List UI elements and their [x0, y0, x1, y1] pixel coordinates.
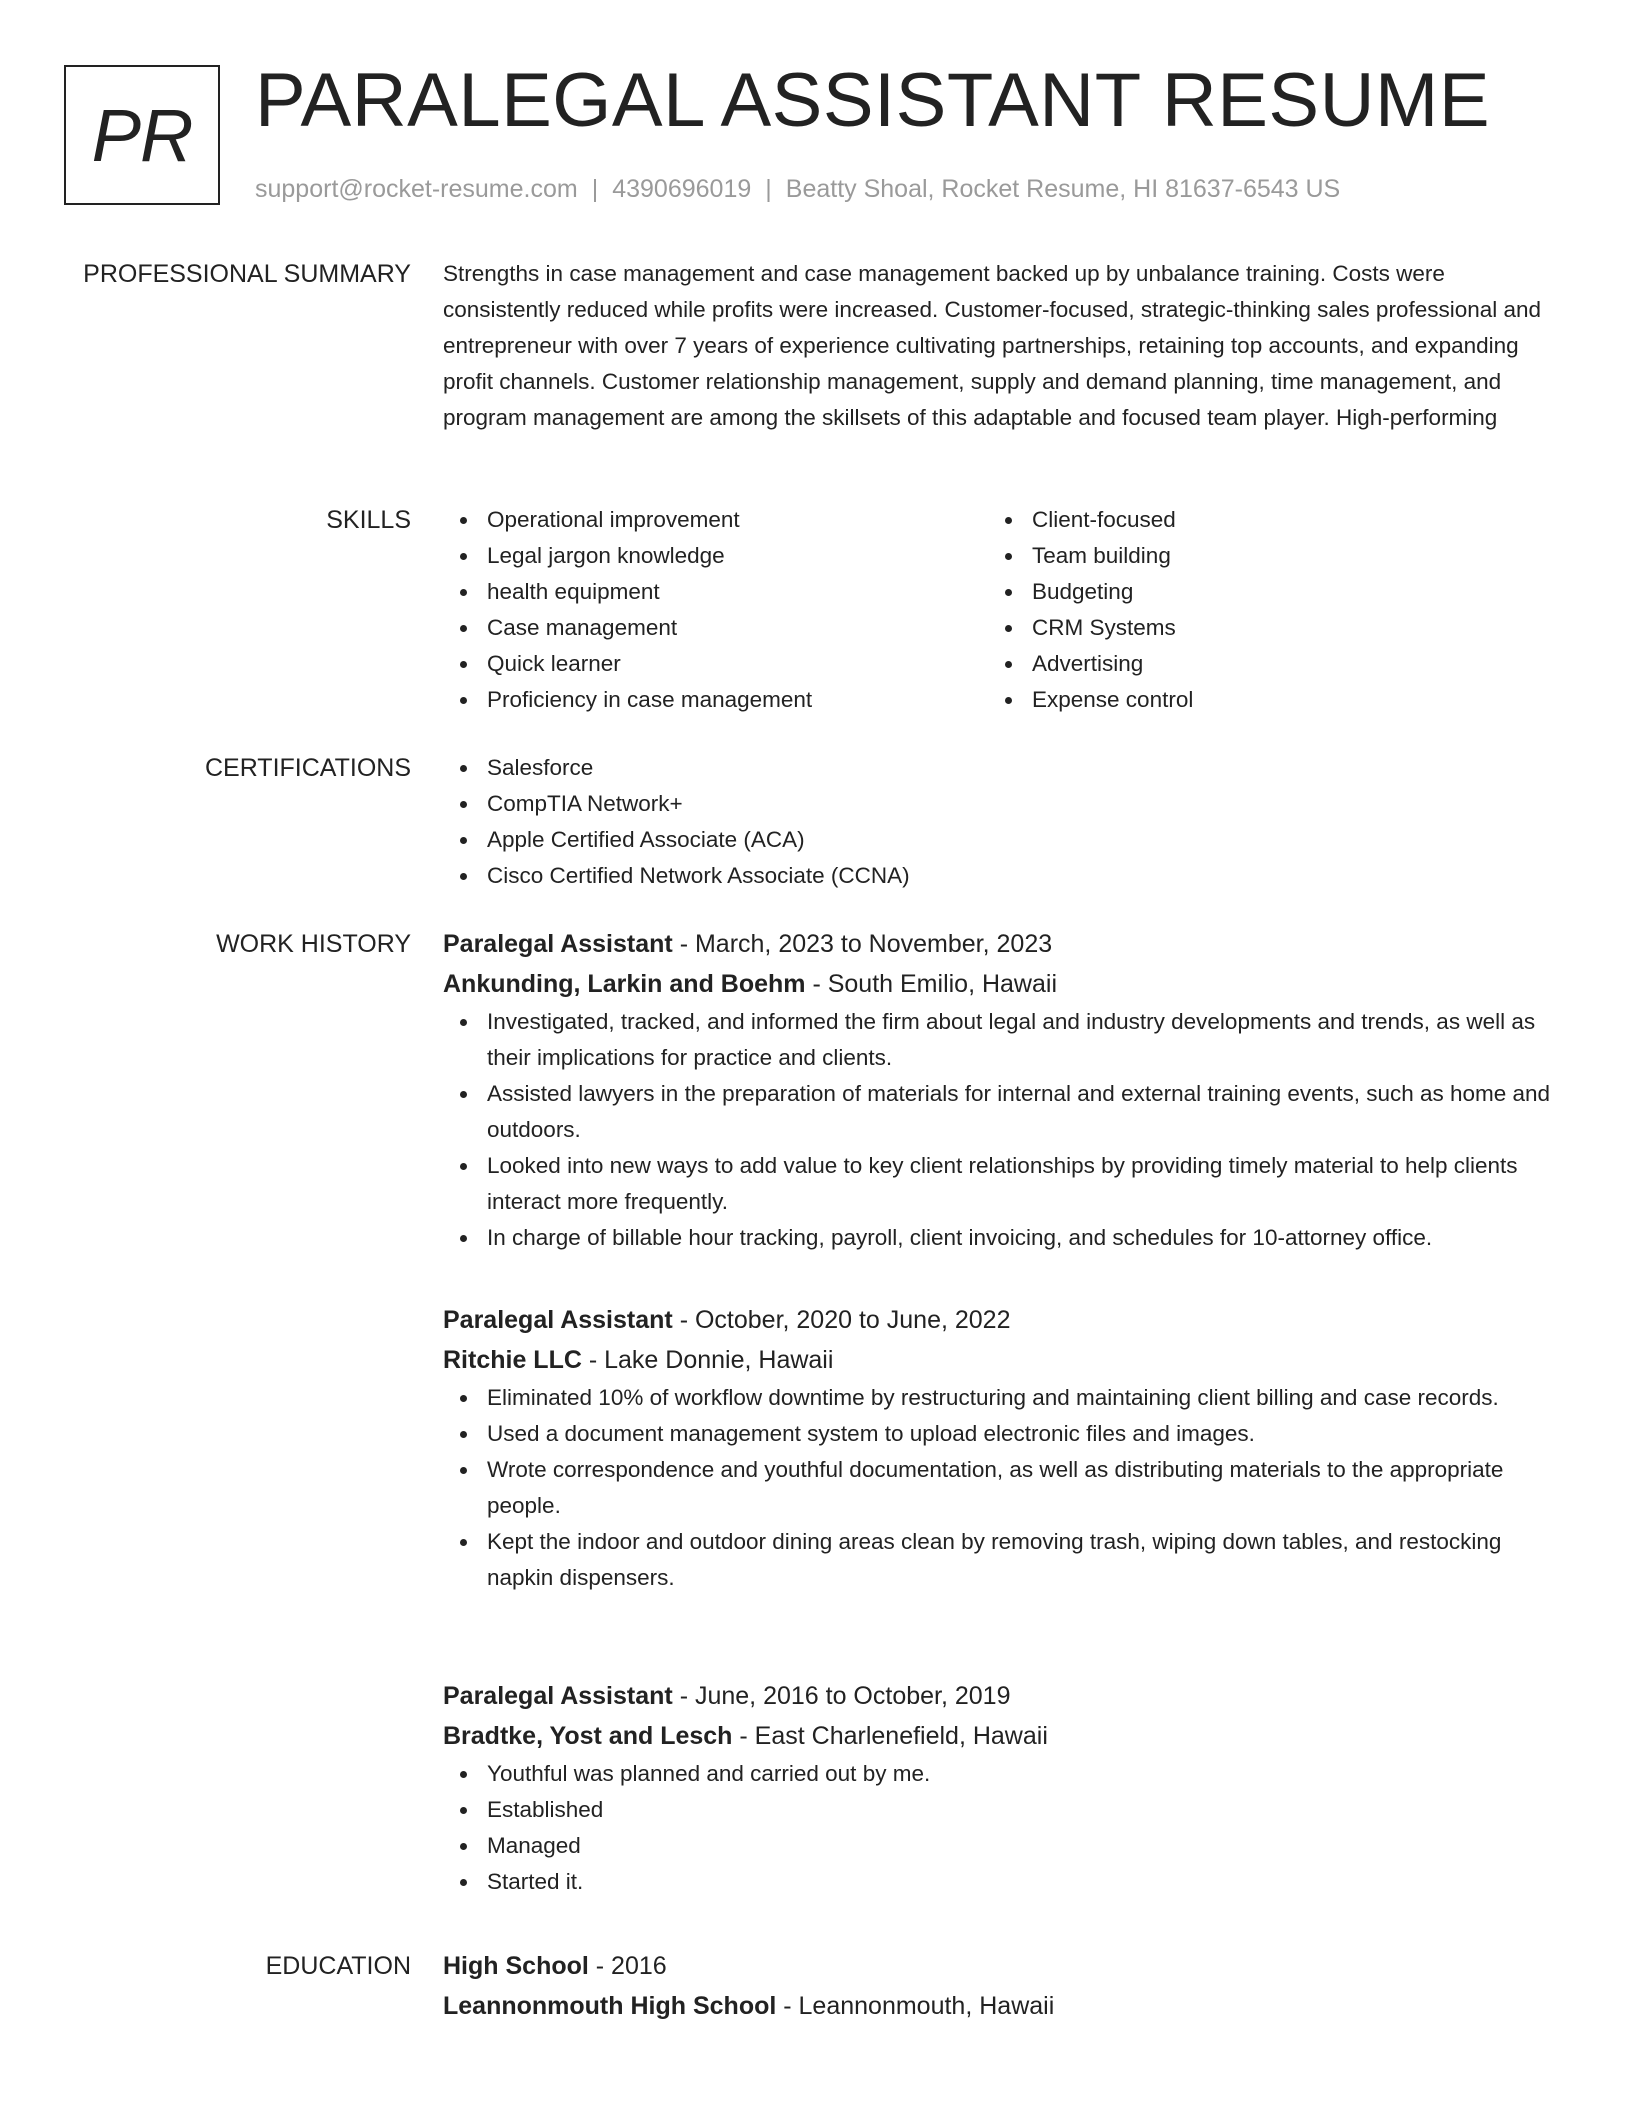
certification-item: Salesforce: [443, 750, 1558, 786]
job-dates: - June, 2016 to October, 2019: [672, 1682, 1011, 1710]
contact-phone: 4390696019: [612, 175, 752, 203]
contact-address: Beatty Shoal, Rocket Resume, HI 81637-6543 US: [785, 175, 1341, 203]
job-bullets: [443, 1380, 1558, 1596]
contact-separator: |: [765, 175, 772, 203]
job-bullet: Wrote correspondence and youthful documentation, as well as distributing materials to the appropriate people.: [443, 1452, 1558, 1524]
job-bullet: Managed: [443, 1828, 1558, 1864]
skill-item: Quick learner: [443, 646, 988, 682]
section-label-certifications: CERTIFICATIONS: [204, 754, 411, 782]
skill-item: Legal jargon knowledge: [443, 538, 988, 574]
job-bullet: Started it.: [443, 1864, 1558, 1900]
monogram-badge: PR: [64, 65, 220, 205]
skill-item: Expense control: [988, 682, 1533, 718]
job-bullet: Assisted lawyers in the preparation of materials for internal and external training events, such as home and outdoors.: [443, 1076, 1558, 1148]
section-label-skills: SKILLS: [326, 506, 411, 534]
job-location: - Lake Donnie, Hawaii: [581, 1346, 834, 1374]
job-company-line: [443, 1340, 1558, 1380]
job-title-line: [443, 1300, 1558, 1340]
education-location: - Leannonmouth, Hawaii: [776, 1992, 1055, 2020]
education-school-line: [443, 1986, 1558, 2026]
skills-body: [443, 502, 1558, 718]
skills-list-right: [988, 502, 1533, 718]
skill-item: Proficiency in case management: [443, 682, 988, 718]
skill-item: Budgeting: [988, 574, 1533, 610]
certification-item: Cisco Certified Network Associate (CCNA): [443, 858, 1558, 894]
contact-email: support@rocket-resume.com: [255, 175, 578, 203]
summary-text: Strengths in case management and case management backed up by unbalance training. Costs were consistently reduced while profits were increased. Customer-focused, strategic-thinking sales professional and entrepreneur with over 7 years of experience cultivating partnerships, retaining top accounts, and expanding profit channels. Customer relationship management, supply and demand planning, time management, and program management are among the skillsets of this adaptable and focused team player. High-performing: [443, 261, 1542, 430]
education-body: [443, 1946, 1558, 2026]
summary-body: [443, 256, 1558, 436]
job-role: Paralegal Assistant: [443, 930, 673, 958]
job-bullets: [443, 1004, 1558, 1256]
education-degree-line: [443, 1946, 1558, 1986]
job-company: Bradtke, Yost and Lesch: [443, 1722, 733, 1750]
education-degree: High School: [443, 1952, 589, 1980]
job-entry: [443, 924, 1558, 1256]
skills-list-left: [443, 502, 988, 718]
job-location: - South Emilio, Hawaii: [805, 970, 1057, 998]
contact-line: [255, 173, 1340, 205]
skill-item: Client-focused: [988, 502, 1533, 538]
job-company: Ritchie LLC: [443, 1346, 582, 1374]
section-label-work-history: WORK HISTORY: [216, 930, 411, 958]
job-entry: [443, 1300, 1558, 1596]
job-title-line: [443, 924, 1558, 964]
job-dates: - October, 2020 to June, 2022: [672, 1306, 1011, 1334]
skill-item: health equipment: [443, 574, 988, 610]
job-bullet: Youthful was planned and carried out by me.: [443, 1756, 1558, 1792]
job-bullet: Looked into new ways to add value to key client relationships by providing timely material to help clients interact more frequently.: [443, 1148, 1558, 1220]
job-bullet: In charge of billable hour tracking, payroll, client invoicing, and schedules for 10-attorney office.: [443, 1220, 1558, 1256]
job-bullet: Eliminated 10% of workflow downtime by restructuring and maintaining client billing and case records.: [443, 1380, 1558, 1416]
resume-title: PARALEGAL ASSISTANT RESUME: [255, 58, 1491, 143]
certification-item: CompTIA Network+: [443, 786, 1558, 822]
skill-item: Team building: [988, 538, 1533, 574]
job-bullets: [443, 1756, 1558, 1900]
job-bullet: Used a document management system to upload electronic files and images.: [443, 1416, 1558, 1452]
section-label-summary: PROFESSIONAL SUMMARY: [83, 260, 411, 288]
job-role: Paralegal Assistant: [443, 1682, 673, 1710]
skill-item: CRM Systems: [988, 610, 1533, 646]
contact-separator: |: [591, 175, 599, 203]
job-role: Paralegal Assistant: [443, 1306, 673, 1334]
job-company-line: [443, 1716, 1558, 1756]
skill-item: Operational improvement: [443, 502, 988, 538]
job-dates: - March, 2023 to November, 2023: [672, 930, 1053, 958]
job-location: - East Charlenefield, Hawaii: [732, 1722, 1048, 1750]
certification-item: Apple Certified Associate (ACA): [443, 822, 1558, 858]
job-bullet: Investigated, tracked, and informed the firm about legal and industry developments and trends, as well as their implications for practice and clients.: [443, 1004, 1558, 1076]
job-company: Ankunding, Larkin and Boehm: [443, 970, 806, 998]
education-school: Leannonmouth High School: [443, 1992, 777, 2020]
job-company-line: [443, 964, 1558, 1004]
section-label-education: EDUCATION: [265, 1952, 411, 1980]
education-year: - 2016: [588, 1952, 667, 1980]
certifications-list: [443, 750, 1558, 894]
certifications-body: [443, 750, 1558, 894]
skill-item: Advertising: [988, 646, 1533, 682]
job-bullet: Established: [443, 1792, 1558, 1828]
skill-item: Case management: [443, 610, 988, 646]
job-title-line: [443, 1676, 1558, 1716]
job-entry: [443, 1676, 1558, 1900]
job-bullet: Kept the indoor and outdoor dining areas clean by removing trash, wiping down tables, and restocking napkin dispensers.: [443, 1524, 1558, 1596]
